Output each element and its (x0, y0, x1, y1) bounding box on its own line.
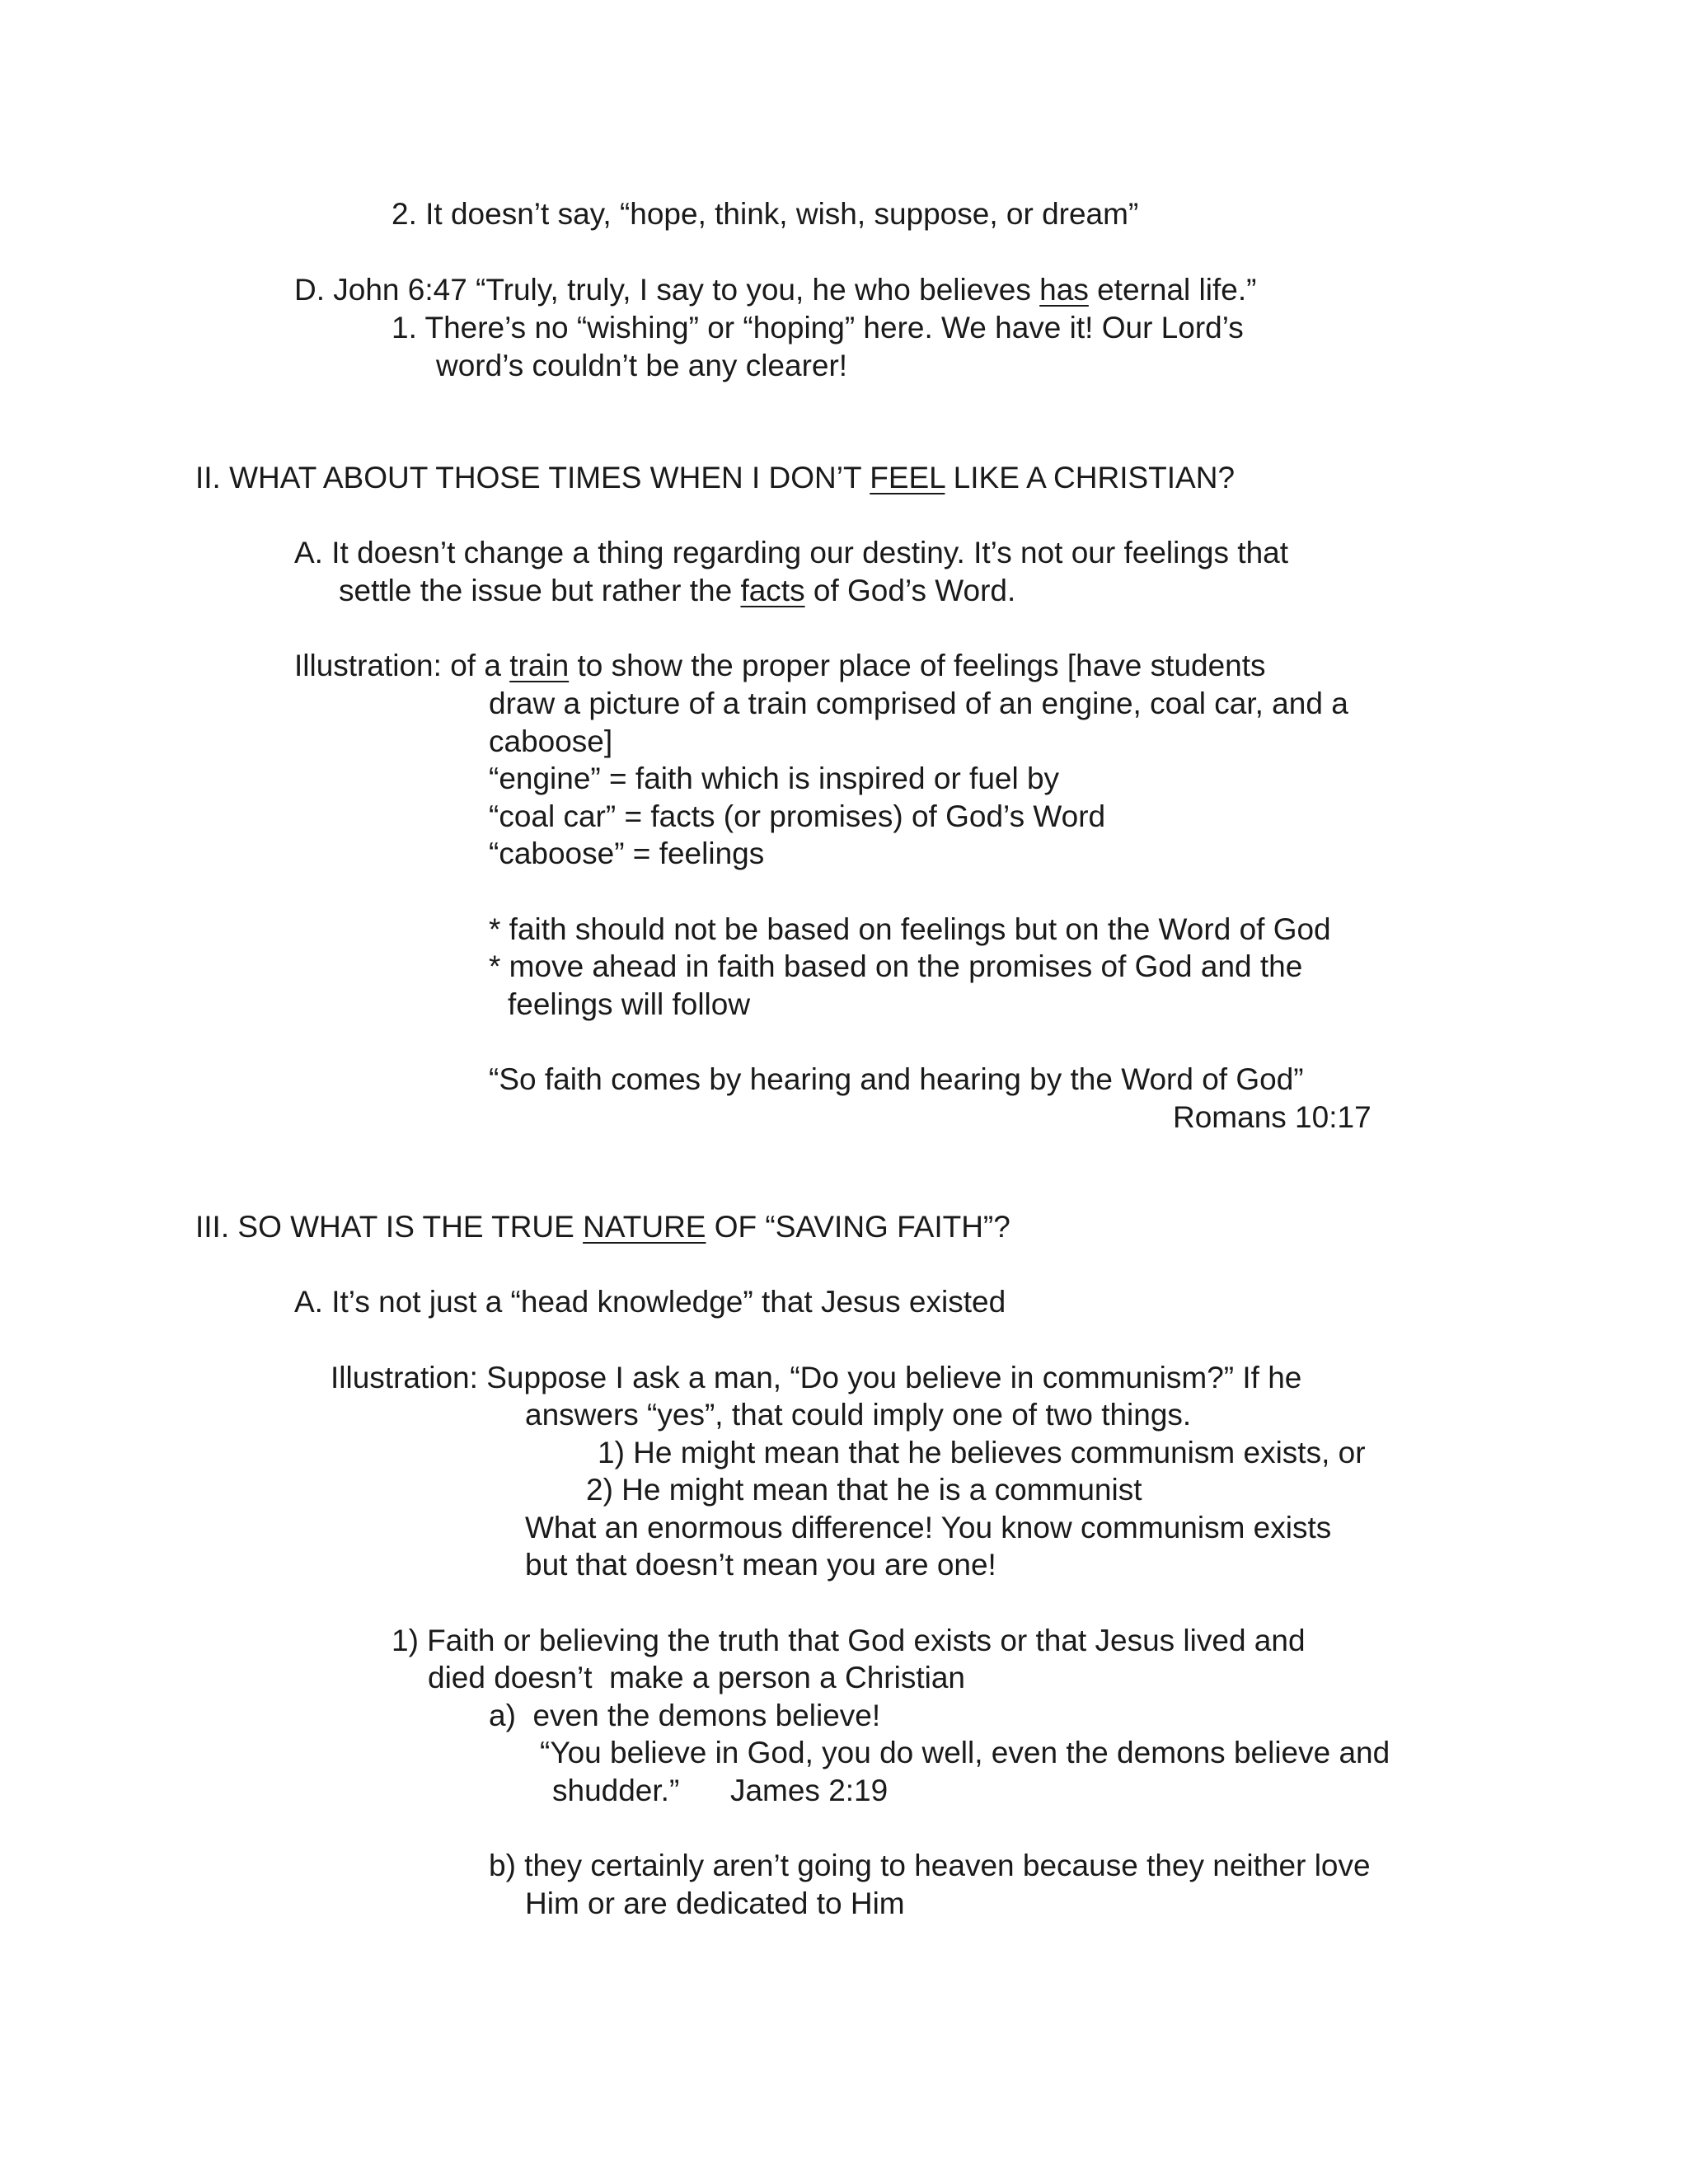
sub-item-b-continued (525, 1885, 905, 1923)
text-line: word’s couldn’t be any clearer! (436, 349, 848, 382)
text-line: shudder.” James 2:19 (552, 1774, 889, 1807)
underlined-word: facts (740, 574, 805, 607)
text-line: A. It’s not just a “head knowledge” that Jesus existed (294, 1285, 1006, 1319)
text-line: answers “yes”, that could imply one of two things. (525, 1398, 1192, 1432)
text-line: * faith should not be based on feelings but on the Word of God (489, 912, 1331, 946)
text-line: of God’s Word. (804, 574, 1016, 607)
illustration-communism (331, 1359, 1301, 1397)
text-line: A. It doesn’t change a thing regarding our destiny. It’s not our feelings that (294, 536, 1289, 569)
text-line: draw a picture of a train comprised of an engine, coal car, and a (489, 687, 1348, 720)
list-item-1 (392, 309, 1244, 347)
illustration-line (586, 1471, 1142, 1509)
underlined-word: FEEL (870, 461, 945, 494)
text-line: Romans 10:17 (1173, 1100, 1372, 1134)
bullet-note-continued (508, 986, 750, 1024)
text-line: but that doesn’t mean you are one! (525, 1548, 996, 1582)
list-item-1 (392, 1622, 1306, 1660)
heading-text: LIKE A CHRISTIAN? (945, 461, 1236, 494)
scripture-quote (540, 1734, 1390, 1772)
text-line: 2. It doesn’t say, “hope, think, wish, suppose, or dream” (392, 197, 1139, 231)
text-line: b) they certainly aren’t going to heaven because they neither love (489, 1849, 1371, 1882)
text-line: 2) He might mean that he is a communist (586, 1473, 1142, 1507)
sub-item-b (489, 1847, 1371, 1885)
heading-text: II. WHAT ABOUT THOSE TIMES WHEN I DON’T (195, 461, 870, 494)
scripture-quote-continued (552, 1772, 888, 1810)
text-line: died doesn’t make a person a Christian (428, 1661, 965, 1694)
bullet-note (489, 948, 1302, 986)
scripture-quote (489, 1061, 1304, 1099)
text-line: eternal life.” (1088, 273, 1257, 307)
illustration-line (489, 835, 764, 873)
text-line: What an enormous difference! You know communism exists (525, 1511, 1332, 1544)
list-item-1-continued (436, 347, 847, 385)
illustration-line (525, 1509, 1331, 1547)
point-a (294, 534, 1288, 572)
point-a (294, 1283, 1006, 1321)
text-line: feelings will follow (508, 987, 751, 1021)
section-heading-ii (195, 459, 1235, 497)
illustration-line (489, 760, 1059, 798)
text-line: “So faith comes by hearing and hearing by the Word of God” (489, 1062, 1304, 1096)
text-line: 1) He might mean that he believes communism exists, or (598, 1436, 1366, 1469)
list-item-2 (392, 195, 1138, 233)
illustration-line (489, 685, 1348, 723)
text-line: “engine” = faith which is inspired or fuel by (489, 762, 1060, 795)
scripture-reference (1173, 1099, 1372, 1137)
underlined-word: NATURE (583, 1210, 706, 1244)
bullet-note (489, 911, 1331, 949)
text-line: * move ahead in faith based on the promises of God and the (489, 949, 1303, 983)
illustration-line (525, 1396, 1191, 1434)
underlined-word: train (509, 649, 570, 682)
text-line: “You believe in God, you do well, even the demons believe and (540, 1736, 1390, 1769)
text-line: “coal car” = facts (or promises) of God’s Word (489, 799, 1106, 833)
text-line: settle the issue but rather the (339, 574, 741, 607)
illustration-train (294, 647, 1266, 685)
text-line: caboose] (489, 724, 613, 758)
heading-text: OF “SAVING FAITH”? (706, 1210, 1010, 1244)
underlined-word: has (1039, 273, 1089, 307)
illustration-line (489, 798, 1105, 836)
text-line: “caboose” = feelings (489, 837, 765, 870)
illustration-line (489, 723, 612, 761)
list-item-1-continued (428, 1659, 965, 1697)
text-line: D. John 6:47 “Truly, truly, I say to you, he who believes (294, 273, 1040, 307)
text-line: Illustration: Suppose I ask a man, “Do you believe in communism?” If he (331, 1361, 1302, 1394)
illustration-line (525, 1546, 996, 1584)
text-line: a) even the demons believe! (489, 1699, 881, 1732)
text-line: 1. There’s no “wishing” or “hoping” here. We have it! Our Lord’s (392, 311, 1244, 344)
illustration-line (598, 1434, 1366, 1472)
point-d-john-6-47 (294, 271, 1256, 309)
point-a-continued (339, 572, 1015, 610)
text-line: Illustration: of a (294, 649, 510, 682)
section-heading-iii (195, 1208, 1010, 1246)
text-line: to show the proper place of feelings [have students (569, 649, 1266, 682)
text-line: Him or are dedicated to Him (525, 1886, 905, 1920)
text-line: 1) Faith or believing the truth that God exists or that Jesus lived and (392, 1624, 1306, 1657)
heading-text: III. SO WHAT IS THE TRUE (195, 1210, 584, 1244)
sub-item-a (489, 1697, 880, 1735)
